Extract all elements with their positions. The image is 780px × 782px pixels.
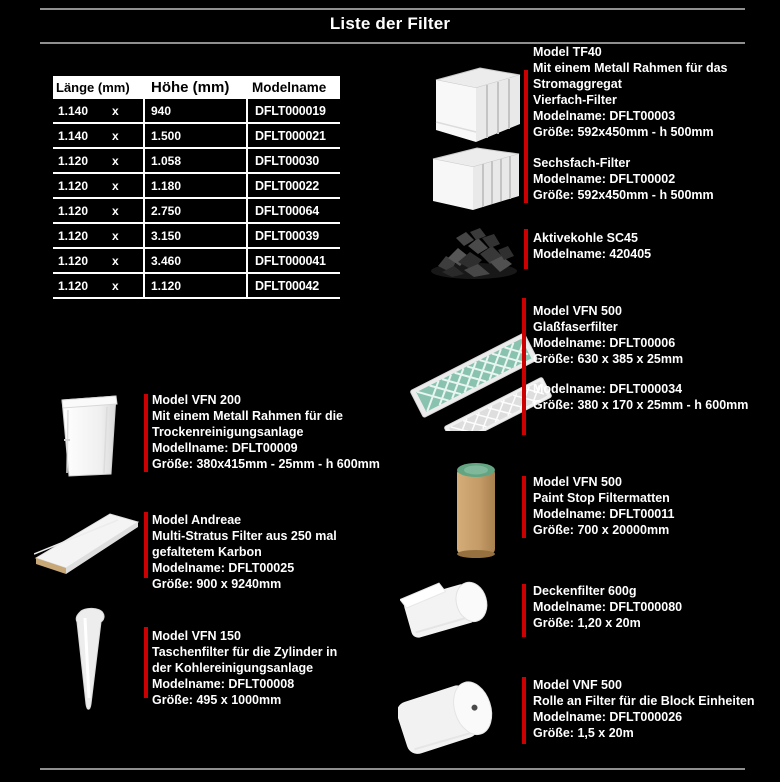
product-text-line: Modelname: DFLT000034 [533, 382, 683, 396]
cell-hoehe: 1.180 [145, 174, 248, 197]
table-row [53, 124, 340, 149]
product-text-line: Mit einem Metall Rahmen für die [152, 409, 344, 423]
product-text-line: Modelname: DFLT00002 [533, 172, 676, 186]
product-text-line: Trockenreinigungsanlage [152, 425, 304, 439]
aktivekohle-image [428, 222, 520, 280]
table-row [53, 274, 340, 299]
accent-bar [522, 476, 526, 538]
cell-modelname: DFLT00030 [255, 153, 319, 168]
cell-laenge: 1.140 [58, 128, 89, 143]
product-vnf500-text [533, 677, 755, 741]
product-andreae-text [152, 512, 337, 592]
cell-modelname: DFLT00022 [255, 178, 319, 193]
accent-bar [524, 70, 528, 203]
product-text-line: Modelname: DFLT000026 [533, 710, 683, 724]
product-text-line: Modelname: 420405 [533, 247, 652, 261]
product-text-line: Model Andreae [152, 513, 242, 527]
product-text-line: Größe: 495 x 1000mm [152, 693, 282, 707]
product-text-line: Model VNF 500 [533, 678, 622, 692]
vnf500-roll-image [398, 666, 506, 766]
product-text-line: Paint Stop Filtermatten [533, 491, 670, 505]
product-text-line: Model VFN 500 [533, 304, 622, 318]
product-text-line: Größe: 380 x 170 x 25mm - h 600mm [533, 398, 749, 412]
cell-hoehe: 1.120 [145, 274, 248, 297]
cell-laenge: 1.140 [58, 103, 89, 118]
header-laenge: Länge (mm) [56, 80, 130, 95]
vfn200-filter-image [52, 388, 127, 482]
cell-laenge: 1.120 [58, 228, 89, 243]
accent-bar [522, 677, 526, 744]
product-text-line: Größe: 592x450mm - h 500mm [533, 188, 714, 202]
table-row [53, 249, 340, 274]
product-text-line: Model VFN 200 [152, 393, 241, 407]
product-text-line: Modelname: DFLT00011 [533, 507, 675, 521]
product-text-line: gefaltetem Karbon [152, 545, 262, 559]
accent-bar [144, 394, 148, 472]
header-hoehe: Höhe (mm) [151, 79, 230, 96]
product-tf40-text [533, 44, 727, 140]
product-text-line: Größe: 1,20 x 20m [533, 616, 641, 630]
accent-bar [522, 584, 526, 637]
cell-modelname: DFLT000041 [255, 253, 326, 268]
product-text-line: Model TF40 [533, 45, 602, 59]
tf40-sechsfach-filter-image [428, 144, 522, 214]
cell-x: x [108, 124, 145, 147]
cell-hoehe: 940 [145, 99, 248, 122]
cell-x: x [108, 274, 145, 297]
product-vfn500-glas-text [533, 303, 683, 367]
vfn150-taschenfilter-image [70, 606, 112, 718]
accent-bar [144, 627, 148, 698]
table-row [53, 174, 340, 199]
cell-modelname: DFLT000021 [255, 128, 326, 143]
product-text-line: Modelname: DFLT000080 [533, 600, 683, 614]
product-text-line: Sechsfach-Filter [533, 156, 631, 170]
product-text-line: Model VFN 150 [152, 629, 241, 643]
cell-modelname: DFLT00064 [255, 203, 319, 218]
product-text-line: Modelname: DFLT00008 [152, 677, 295, 691]
cell-x: x [108, 249, 145, 272]
product-text-line: Größe: 900 x 9240mm [152, 577, 282, 591]
accent-bar [144, 512, 148, 578]
cell-x: x [108, 149, 145, 172]
cell-x: x [108, 199, 145, 222]
table-row [53, 199, 340, 224]
product-text-line: Deckenfilter 600g [533, 584, 637, 598]
product-vfn150-text [152, 628, 337, 708]
accent-bar [524, 229, 528, 269]
product-aktivekohle-text [533, 230, 651, 262]
product-text-line: Model VFN 500 [533, 475, 622, 489]
filter-size-table [53, 76, 340, 299]
product-text-line: Modellname: DFLT00009 [152, 441, 298, 455]
cell-hoehe: 1.500 [145, 124, 248, 147]
cell-modelname: DFLT00042 [255, 278, 319, 293]
product-text-line: Stromaggregat [533, 77, 622, 91]
table-header-row [53, 76, 340, 99]
cell-laenge: 1.120 [58, 203, 89, 218]
product-text-line: Rolle an Filter für die Block Einheiten [533, 694, 755, 708]
product-text-line: Größe: 630 x 385 x 25mm [533, 352, 684, 366]
product-text-line: Multi-Stratus Filter aus 250 mal [152, 529, 337, 543]
top-rule [40, 8, 745, 10]
deckenfilter-roll-image [400, 570, 500, 644]
product-text-line: Taschenfilter für die Zylinder in [152, 645, 338, 659]
product-deckenfilter-text [533, 583, 682, 631]
bottom-rule [40, 768, 745, 770]
cell-hoehe: 3.150 [145, 224, 248, 247]
cell-laenge: 1.120 [58, 278, 89, 293]
product-text-line: Größe: 700 x 20000mm [533, 523, 670, 537]
product-paintstop-text [533, 474, 674, 538]
page-title: Liste der Filter [329, 14, 451, 33]
product-text-line: Größe: 592x450mm - h 500mm [533, 125, 714, 139]
product-text-line: Modelname: DFLT00006 [533, 336, 676, 350]
product-text-line: Modelname: DFLT00003 [533, 109, 676, 123]
header-modelname: Modelname [252, 80, 327, 95]
table-row [53, 224, 340, 249]
table-row [53, 99, 340, 124]
cell-hoehe: 3.460 [145, 249, 248, 272]
product-text-line: Vierfach-Filter [533, 93, 617, 107]
product-text-line: Größe: 380x415mm - 25mm - h 600mm [152, 457, 380, 471]
product-vfn200-text [152, 392, 380, 472]
cell-hoehe: 1.058 [145, 149, 248, 172]
product-text-line: Größe: 1,5 x 20m [533, 726, 634, 740]
product-vfn500-glas2-text [533, 381, 748, 413]
product-text-line: Aktivekohle SC45 [533, 231, 638, 245]
cell-x: x [108, 174, 145, 197]
product-text-line: der Kohlereinigungsanlage [152, 661, 314, 675]
andreae-filter-image [34, 508, 144, 576]
cell-x: x [108, 224, 145, 247]
product-text-line: Mit einem Metall Rahmen für das [533, 61, 728, 75]
cell-hoehe: 2.750 [145, 199, 248, 222]
product-text-line: Modelname: DFLT00025 [152, 561, 295, 575]
cell-x: x [108, 99, 145, 122]
product-text-line: Glaßfaserfilter [533, 320, 618, 334]
table-row [53, 149, 340, 174]
product-sechsfach-text [533, 155, 714, 203]
cell-laenge: 1.120 [58, 253, 89, 268]
cell-laenge: 1.120 [58, 153, 89, 168]
paintstop-roll-image [452, 458, 500, 560]
tf40-vierfach-filter-image [430, 62, 522, 146]
cell-modelname: DFLT00039 [255, 228, 319, 243]
accent-bar [522, 298, 526, 435]
cell-modelname: DFLT000019 [255, 103, 326, 118]
cell-laenge: 1.120 [58, 178, 89, 193]
